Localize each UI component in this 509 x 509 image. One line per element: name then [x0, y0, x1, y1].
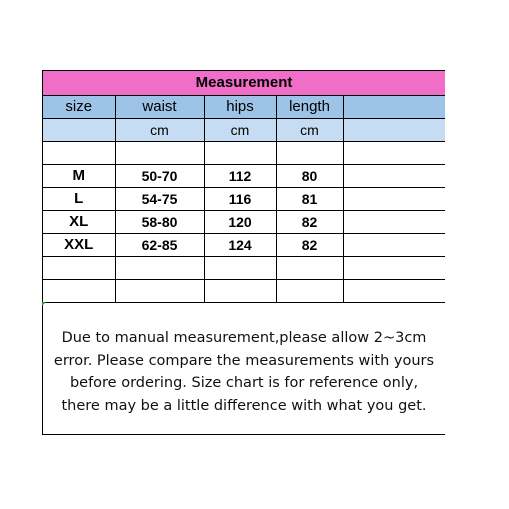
table-row [43, 257, 445, 280]
size-cell: XL [43, 211, 115, 234]
extra-cell [343, 165, 445, 188]
length-cell [276, 142, 343, 165]
column-header-hips: hips [204, 96, 276, 119]
extra-cell [343, 188, 445, 211]
table-row [43, 188, 445, 211]
length-cell [276, 280, 343, 303]
waist-cell [115, 142, 204, 165]
measurement-table [43, 70, 445, 303]
header-row [43, 96, 445, 119]
hips-cell: 120 [204, 211, 276, 234]
disclaimer-note [43, 303, 445, 435]
hips-cell: 116 [204, 188, 276, 211]
hips-cell [204, 142, 276, 165]
hips-cell: 112 [204, 165, 276, 188]
extra-cell [343, 142, 445, 165]
disclaimer-line: before ordering. Size chart is for reference only, [69, 375, 419, 391]
table-title: Measurement [43, 71, 445, 96]
length-cell: 82 [276, 211, 343, 234]
size-cell [43, 257, 115, 280]
size-cell: M [43, 165, 115, 188]
waist-cell: 62-85 [115, 234, 204, 257]
length-cell: 80 [276, 165, 343, 188]
size-cell: XXL [43, 234, 115, 257]
column-header-empty [343, 96, 445, 119]
table-row [43, 142, 445, 165]
waist-cell: 58-80 [115, 211, 204, 234]
table-row [43, 280, 445, 303]
size-cell [43, 142, 115, 165]
extra-cell [343, 211, 445, 234]
unit-cell: cm [115, 119, 204, 142]
table-row [43, 234, 445, 257]
disclaimer-text [43, 327, 445, 417]
waist-cell [115, 257, 204, 280]
unit-cell: cm [204, 119, 276, 142]
column-header-size: size [43, 96, 115, 119]
table-row [43, 211, 445, 234]
unit-row [43, 119, 445, 142]
unit-cell [343, 119, 445, 142]
size-cell: L [43, 188, 115, 211]
disclaimer-line: error. Please compare the measurements with yours [53, 352, 435, 369]
hips-cell [204, 280, 276, 303]
length-cell: 82 [276, 234, 343, 257]
length-cell: 81 [276, 188, 343, 211]
hips-cell [204, 257, 276, 280]
disclaimer-line: there may be a little difference with what you get. [61, 397, 427, 414]
waist-cell [115, 280, 204, 303]
column-header-length: length [276, 96, 343, 119]
size-cell [43, 280, 115, 303]
table-row [43, 165, 445, 188]
column-header-waist: waist [115, 96, 204, 119]
title-row [43, 71, 445, 96]
size-chart [42, 70, 445, 435]
extra-cell [343, 234, 445, 257]
unit-cell: cm [276, 119, 343, 142]
length-cell [276, 257, 343, 280]
waist-cell: 54-75 [115, 188, 204, 211]
waist-cell: 50-70 [115, 165, 204, 188]
extra-cell [343, 257, 445, 280]
extra-cell [343, 280, 445, 303]
cell-corner-marker [42, 302, 46, 306]
unit-cell [43, 119, 115, 142]
hips-cell: 124 [204, 234, 276, 257]
disclaimer-line: Due to manual measurement,please allow 2~3cm [61, 330, 427, 346]
